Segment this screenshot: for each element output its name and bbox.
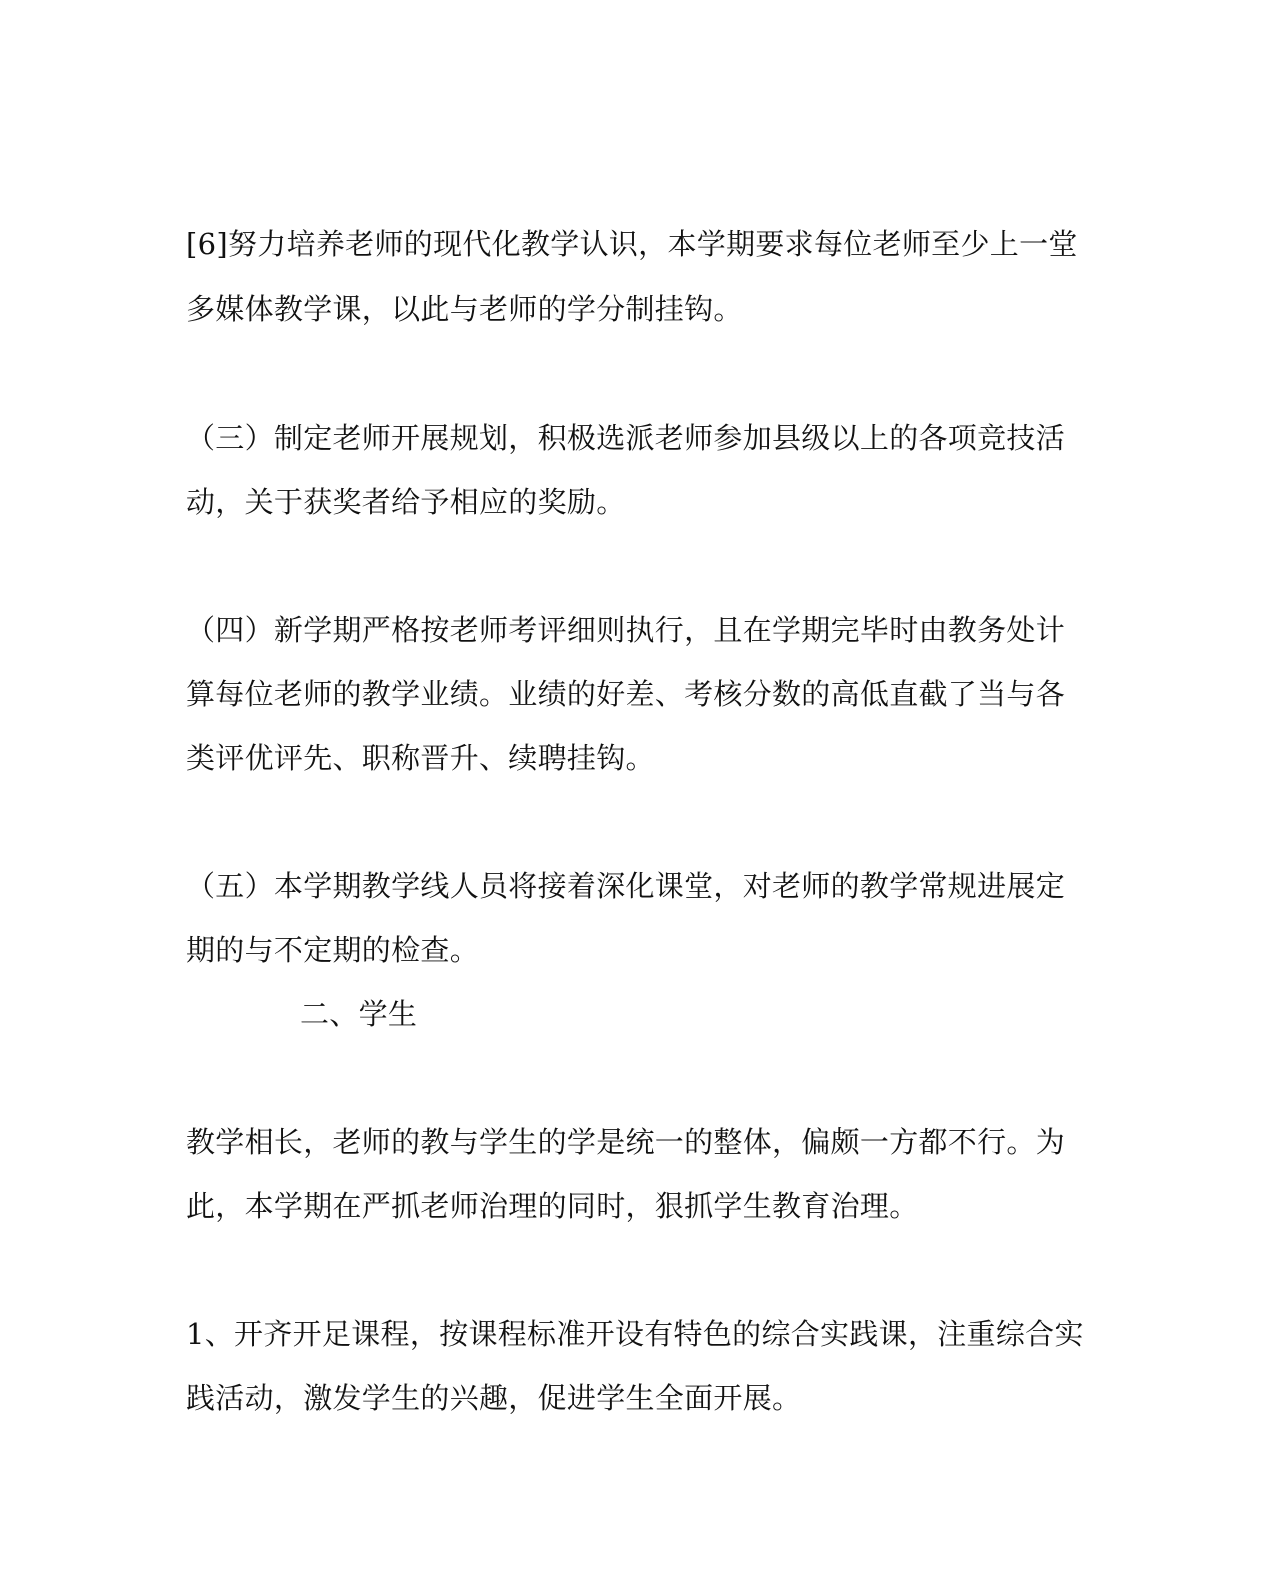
item-1-line-2: 践活动，激发学生的兴趣，促进学生全面开展。	[186, 1381, 802, 1415]
paragraph-5-line-1: （五）本学期教学线人员将接着深化课堂，对老师的教学常规进展定	[186, 869, 1066, 903]
section-heading-students: 二、学生	[300, 997, 418, 1031]
paragraph-5-line-2: 期的与不定期的检查。	[186, 933, 480, 967]
intro-paragraph-line-2: 此，本学期在严抓老师治理的同时，狠抓学生教育治理。	[186, 1189, 919, 1223]
paragraph-6-line-2: 多媒体教学课，以此与老师的学分制挂钩。	[186, 292, 743, 326]
paragraph-4-line-2: 算每位老师的教学业绩。业绩的好差、考核分数的高低直截了当与各	[186, 677, 1066, 711]
paragraph-3-line-2: 动，关于获奖者给予相应的奖励。	[186, 485, 626, 519]
paragraph-3-line-1: （三）制定老师开展规划，积极选派老师参加县级以上的各项竞技活	[186, 421, 1066, 455]
paragraph-6-line-1: [6]努力培养老师的现代化教学认识，本学期要求每位老师至少上一堂	[186, 227, 1078, 261]
intro-paragraph-line-1: 教学相长，老师的教与学生的学是统一的整体，偏颇一方都不行。为	[186, 1125, 1066, 1159]
paragraph-4-line-3: 类评优评先、职称晋升、续聘挂钩。	[186, 741, 655, 775]
paragraph-4-line-1: （四）新学期严格按老师考评细则执行，且在学期完毕时由教务处计	[186, 613, 1066, 647]
item-1-line-1: 1、开齐开足课程，按课程标准开设有特色的综合实践课，注重综合实	[186, 1317, 1084, 1351]
